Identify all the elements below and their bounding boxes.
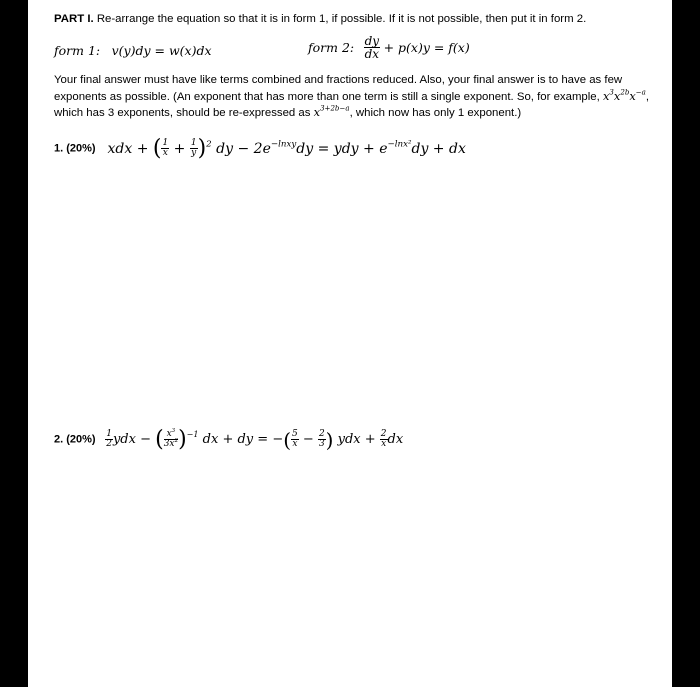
form-2-label: form 2:	[308, 40, 355, 55]
instruction-line-3	[54, 105, 521, 121]
part-heading: PART I.	[54, 13, 94, 25]
form-1	[54, 43, 212, 58]
page-edge-right	[672, 0, 700, 687]
instruction-line-2-text: exponents as possible. (An exponent that has more than one term is still a single exponent. So, for example,	[54, 91, 600, 103]
form-2-denominator: dx	[364, 47, 380, 61]
problem-2-equation: $\frac{1}{2}$ ydx − ( $\frac{x^3}{3x^2}$ )$^{-1}$ dx + dy = −( $\frac{5}{x}$ − $\frac{2}{3}$ ) ydx + $\frac{2}{x}$ dx	[106, 427, 404, 452]
part-instruction: Re-arrange the equation so that it is in form 1, if possible. If it is not possible, then put it in form 2.	[96, 13, 587, 25]
form-2-numerator: dy	[364, 34, 380, 48]
document-page	[28, 0, 672, 687]
problem-2-label: 2. (20%)	[54, 433, 96, 446]
form-2	[308, 35, 470, 60]
reexpressed-expression: $x^{3+2b-a}$	[313, 103, 350, 119]
form-1-label: form 1:	[54, 43, 101, 58]
instruction-line-3b: , which now has only 1 exponent.)	[349, 107, 522, 119]
example-expression: $x^3x^{2b}x^{-a}$	[602, 87, 646, 103]
instruction-line-1: Your final answer must have like terms combined and fractions reduced. Also, your final answer is to have as few	[54, 74, 623, 86]
page-edge-left	[0, 0, 28, 687]
instruction-line-3a: which has 3 exponents, should be re-expressed as	[54, 107, 311, 119]
part-heading-line	[54, 12, 586, 27]
form-2-derivative	[364, 35, 380, 60]
problem-2	[54, 427, 403, 452]
problem-1-equation: xdx + ( $\frac{1}{x}$ + $\frac{1}{y}$ )$^2$ dy − $2e^{-lnxy}dy$ = ydy + $e^{-lnx^2}dy$ + dx	[107, 136, 466, 161]
problem-1	[54, 136, 466, 161]
instruction-line-2: exponents as possible. (An exponent that has more than one term is still a single exponent. So, for example, $x^3x^{2b}x^{-a}$,	[54, 87, 650, 103]
problem-1-label: 1. (20%)	[54, 142, 96, 155]
form-1-equation: v(y)dy = w(x)dx	[111, 43, 212, 58]
form-2-rest: + p(x)y = f(x)	[383, 40, 470, 55]
